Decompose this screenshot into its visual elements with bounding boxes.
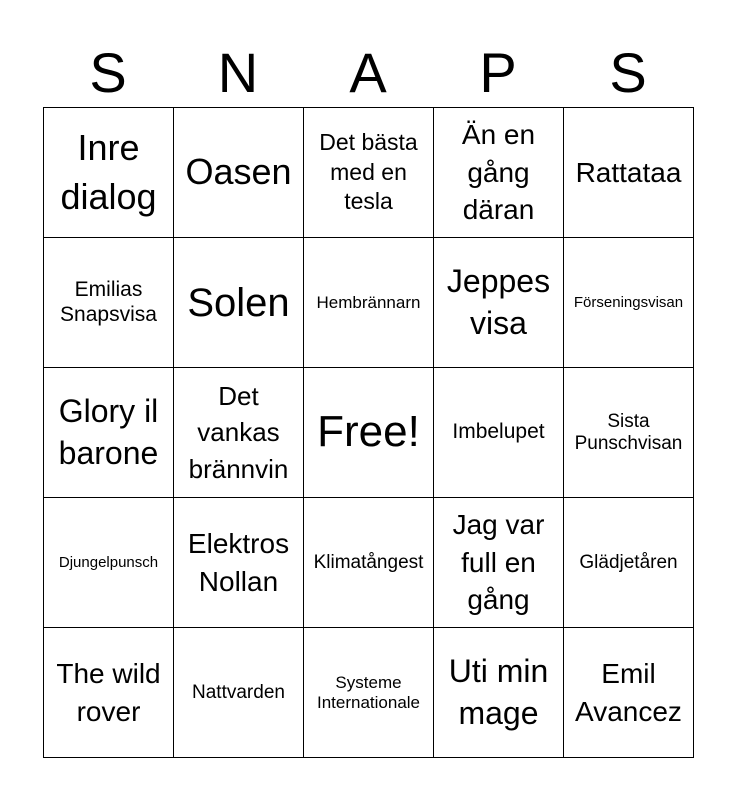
cell-label: Rattataa [575, 156, 682, 188]
cell-label: Djungelpunsch [58, 553, 159, 571]
bingo-cell[interactable] [304, 108, 434, 238]
bingo-cell[interactable] [44, 368, 174, 498]
bingo-cell[interactable] [564, 498, 694, 628]
header-letter-a: A [349, 41, 387, 104]
cell-label: Jeppes visa [446, 262, 551, 341]
bingo-cell[interactable] [434, 628, 564, 758]
bingo-cell[interactable] [174, 628, 304, 758]
cell-label: Sista Punschvisan [574, 410, 683, 454]
cell-label: Än en gång däran [461, 118, 536, 226]
bingo-cell[interactable] [174, 498, 304, 628]
cell-label: Glädjetåren [579, 551, 678, 573]
header-letter-s1: S [89, 41, 127, 104]
bingo-cell[interactable] [304, 628, 434, 758]
bingo-cell[interactable] [564, 108, 694, 238]
bingo-cell[interactable] [44, 108, 174, 238]
bingo-cell[interactable] [304, 498, 434, 628]
bingo-cell[interactable] [564, 238, 694, 368]
cell-label: Elektros Nollan [187, 527, 290, 597]
free-space-label: Free! [317, 407, 420, 457]
bingo-cell[interactable] [44, 238, 174, 368]
bingo-cell[interactable] [44, 498, 174, 628]
bingo-cell[interactable] [174, 108, 304, 238]
bingo-cell[interactable] [434, 108, 564, 238]
bingo-cell[interactable] [434, 368, 564, 498]
cell-label: Emil Avancez [575, 657, 682, 727]
bingo-cell[interactable] [174, 368, 304, 498]
cell-label: Imbelupet [452, 420, 545, 444]
cell-label: Nattvarden [192, 681, 285, 703]
cell-label: Glory il barone [58, 392, 159, 471]
cell-label: Solen [187, 280, 290, 325]
bingo-cell[interactable] [304, 238, 434, 368]
cell-label: Klimatångest [313, 551, 424, 573]
cell-label: Jag var full en gång [452, 508, 545, 616]
header-letter-s2: S [609, 41, 647, 104]
bingo-cell-free[interactable] [304, 368, 434, 498]
cell-label: Förseningsvisan [573, 293, 684, 311]
bingo-cell[interactable] [564, 368, 694, 498]
bingo-cell[interactable] [44, 628, 174, 758]
cell-label: Inre dialog [60, 126, 157, 217]
bingo-cell[interactable] [434, 498, 564, 628]
cell-label: Det bästa med en tesla [319, 128, 418, 215]
bingo-cell[interactable] [564, 628, 694, 758]
cell-label: Det vankas brännvin [188, 380, 289, 484]
bingo-header [43, 40, 693, 106]
cell-label: Systeme Internationale [316, 672, 421, 712]
cell-label: The wild rover [56, 657, 161, 727]
bingo-board [43, 107, 694, 758]
header-letter-n: N [217, 41, 259, 104]
cell-label: Emilias Snapsvisa [60, 278, 157, 326]
bingo-cell[interactable] [174, 238, 304, 368]
bingo-cell[interactable] [434, 238, 564, 368]
header-letter-p: P [479, 41, 517, 104]
cell-label: Uti min mage [448, 652, 549, 731]
cell-label: Hembrännarn [316, 292, 421, 312]
cell-label: Oasen [185, 151, 292, 193]
